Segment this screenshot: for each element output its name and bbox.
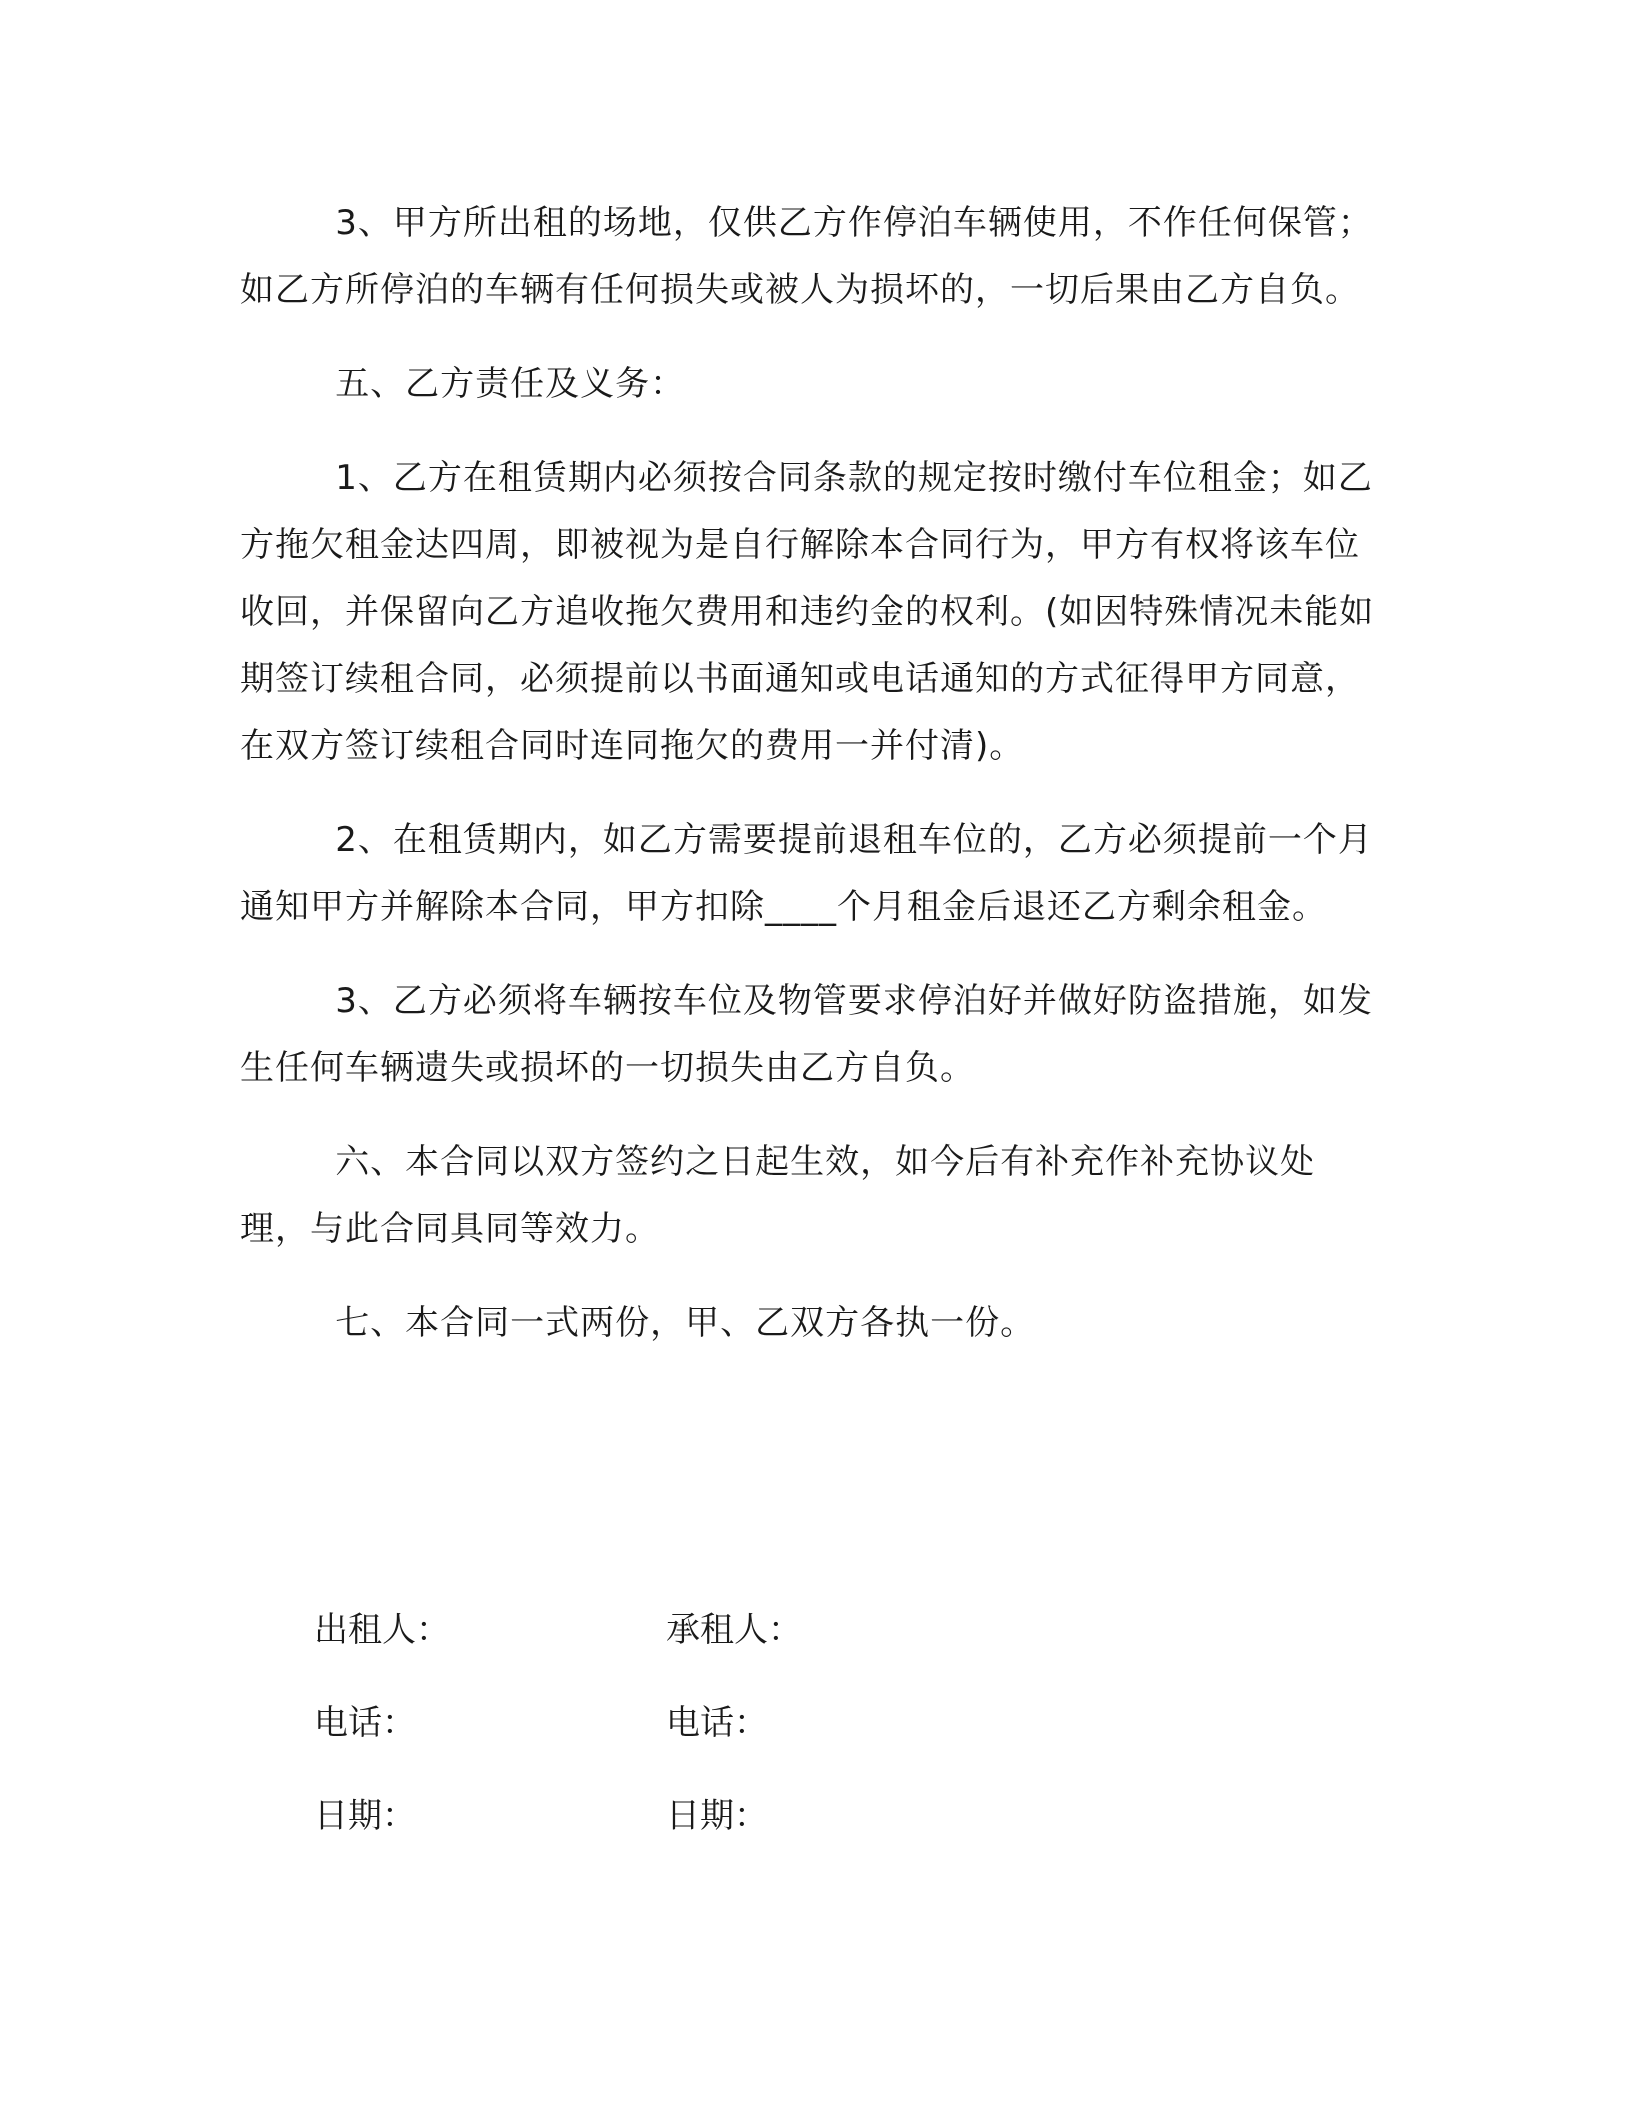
signature-block xyxy=(314,1600,1114,1879)
clause-5-1: 1、乙方在租赁期内必须按合同条款的规定按时缴付车位租金；如乙方拖欠租金达四周，即被视为是自行解除本合同行为，甲方有权将该车位收回，并保留向乙方追收拖欠费用和违约金的权利。(如因特殊情况未能如期签订续租合同，必须提前以书面通知或电话通知的方式征得甲方同意，在双方签订续租合同时连同拖欠的费用一并付清)。 xyxy=(240,458,1375,766)
lessor-date-label: 日期： xyxy=(314,1796,416,1836)
clause-5-2: 2、在租赁期内，如乙方需要提前退租车位的，乙方必须提前一个月通知甲方并解除本合同，甲方扣除____个月租金后退还乙方剩余租金。 xyxy=(240,820,1373,927)
signature-phone-row xyxy=(314,1693,1114,1786)
lessee-label: 承租人： xyxy=(666,1610,802,1650)
lessee-date-label: 日期： xyxy=(666,1796,768,1836)
section-7: 七、本合同一式两份，甲、乙双方各执一份。 xyxy=(335,1303,1036,1343)
signature-date-row xyxy=(314,1786,1114,1879)
section-6: 六、本合同以双方签约之日起生效，如今后有补充作补充协议处理，与此合同具同等效力。 xyxy=(240,1142,1316,1249)
lessor-label: 出租人： xyxy=(314,1610,450,1650)
clause-5-3: 3、乙方必须将车辆按车位及物管要求停泊好并做好防盗措施，如发生任何车辆遗失或损坏的一切损失由乙方自负。 xyxy=(240,981,1373,1088)
signature-party-row xyxy=(314,1600,1114,1693)
clause-4-3: 3、甲方所出租的场地，仅供乙方作停泊车辆使用，不作任何保管；如乙方所停泊的车辆有任何损失或被人为损坏的，一切后果由乙方自负。 xyxy=(240,203,1373,310)
contract-body xyxy=(240,190,1380,1357)
lessee-phone-label: 电话： xyxy=(666,1703,768,1743)
section-5-heading: 五、乙方责任及义务： xyxy=(335,364,686,404)
lessor-phone-label: 电话： xyxy=(314,1703,416,1743)
